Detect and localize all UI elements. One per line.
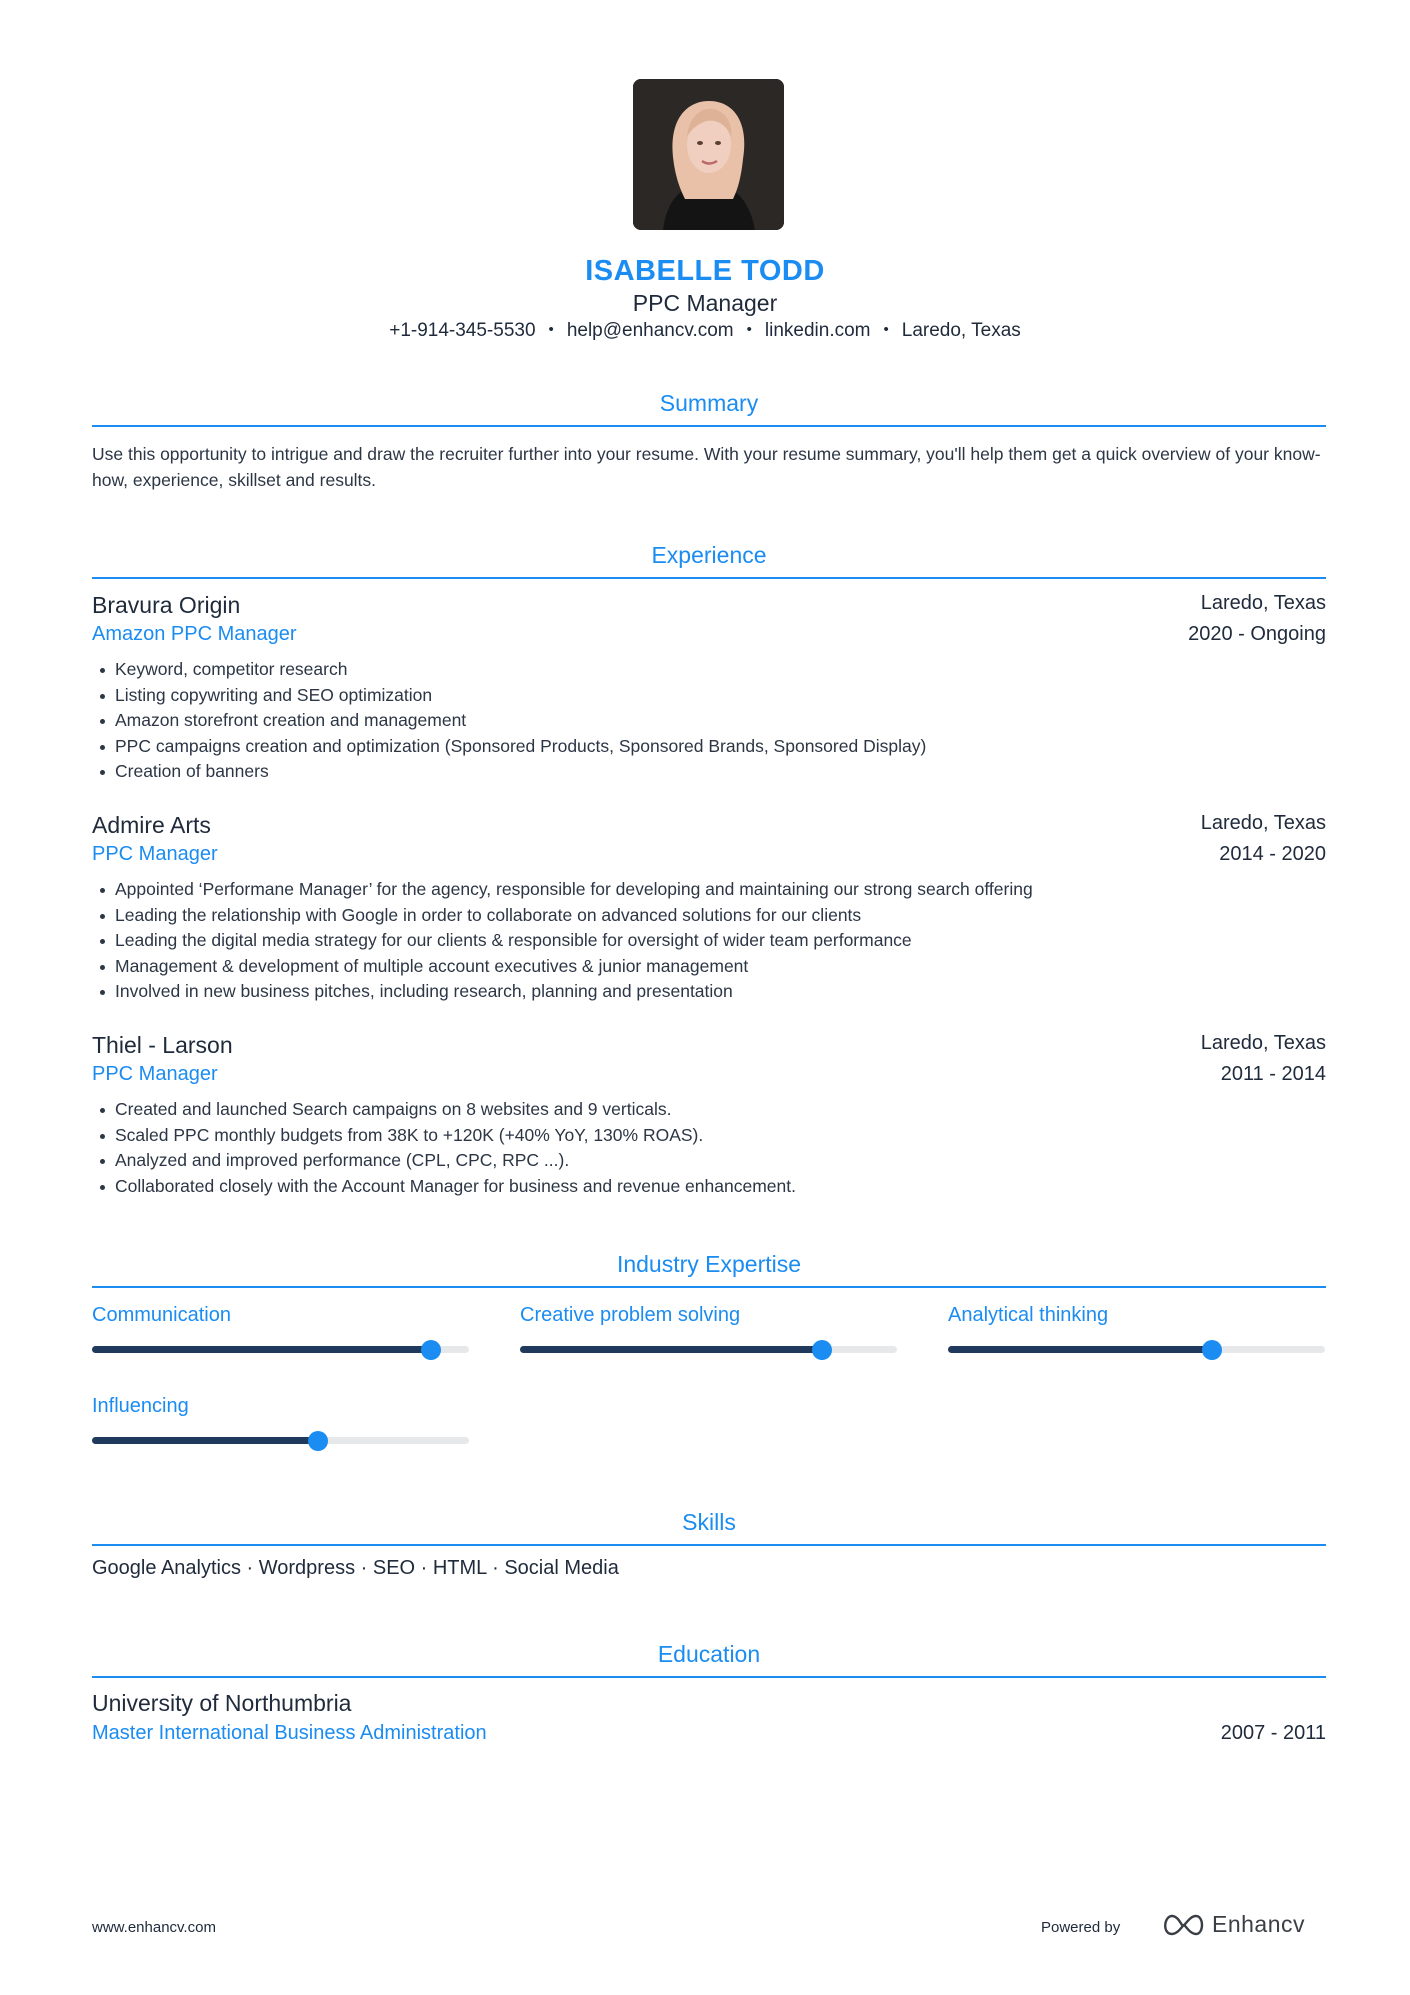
bullet-item: Management & development of multiple account executives & junior management bbox=[92, 954, 1326, 980]
bullet-item: Amazon storefront creation and management bbox=[92, 708, 1326, 734]
job-bullets bbox=[92, 877, 1326, 1005]
expertise-item bbox=[520, 1304, 897, 1327]
bullet-item: Created and launched Search campaigns on 8 websites and 9 verticals. bbox=[92, 1097, 1326, 1123]
expertise-track bbox=[948, 1346, 1325, 1353]
bullet-item: PPC campaigns creation and optimization (Sponsored Products, Sponsored Brands, Sponsored Display) bbox=[92, 734, 1326, 760]
bullet-item: Scaled PPC monthly budgets from 38K to +120K (+40% YoY, 130% ROAS). bbox=[92, 1123, 1326, 1149]
candidate-title: PPC Manager bbox=[632, 290, 778, 316]
enhancv-logo-icon bbox=[1160, 1912, 1206, 1938]
section-divider bbox=[92, 425, 1326, 427]
job-dates: 2020 - Ongoing bbox=[1188, 623, 1326, 645]
section-divider bbox=[92, 1544, 1326, 1546]
education-school: University of Northumbria bbox=[92, 1690, 352, 1716]
separator-dot: • bbox=[746, 321, 752, 338]
education-dates: 2007 - 2011 bbox=[1220, 1722, 1326, 1744]
candidate-name: ISABELLE TODD bbox=[585, 255, 825, 287]
expertise-knob bbox=[308, 1431, 328, 1451]
expertise-fill bbox=[92, 1346, 431, 1353]
summary-heading: Summary bbox=[659, 390, 759, 416]
bullet-item: Involved in new business pitches, including research, planning and presentation bbox=[92, 979, 1326, 1005]
job-company: Admire Arts bbox=[92, 812, 211, 838]
job-bullets bbox=[92, 1097, 1326, 1199]
skills-heading: Skills bbox=[682, 1509, 736, 1535]
skills-list: Google Analytics · Wordpress · SEO · HTML · Social Media bbox=[92, 1557, 619, 1579]
section-divider bbox=[92, 1676, 1326, 1678]
enhancv-logo[interactable] bbox=[1160, 1911, 1305, 1938]
expertise-label: Influencing bbox=[92, 1395, 189, 1417]
bullet-item: Listing copywriting and SEO optimization bbox=[92, 683, 1326, 709]
expertise-knob bbox=[421, 1340, 441, 1360]
job-role: Amazon PPC Manager bbox=[92, 623, 297, 645]
expertise-heading: Industry Expertise bbox=[616, 1251, 802, 1277]
expertise-track bbox=[92, 1437, 469, 1444]
expertise-item bbox=[92, 1395, 469, 1418]
expertise-knob bbox=[1202, 1340, 1222, 1360]
separator-dot: • bbox=[883, 321, 889, 338]
job-bullets bbox=[92, 657, 1326, 785]
linkedin-link[interactable]: linkedin.com bbox=[764, 320, 871, 341]
bullet-item: Analyzed and improved performance (CPL, CPC, RPC ...). bbox=[92, 1148, 1326, 1174]
job-location: Laredo, Texas bbox=[1200, 812, 1326, 834]
bullet-item: Keyword, competitor research bbox=[92, 657, 1326, 683]
expertise-label: Creative problem solving bbox=[520, 1304, 741, 1326]
bullet-item: Leading the digital media strategy for our clients & responsible for oversight of wider team performance bbox=[92, 928, 1326, 954]
email-link[interactable]: help@enhancv.com bbox=[566, 320, 734, 341]
summary-text: Use this opportunity to intrigue and draw the recruiter further into your resume. With your resume summary, you'll help them get a quick overview of your know-how, experience, skillset and results. bbox=[92, 444, 1321, 490]
bullet-item: Leading the relationship with Google in order to collaborate on advanced solutions for our clients bbox=[92, 903, 1326, 929]
separator-dot: • bbox=[548, 321, 554, 338]
bullet-item: Appointed ‘Performane Manager’ for the agency, responsible for developing and maintaining our strong search offering bbox=[92, 877, 1326, 903]
job-dates: 2011 - 2014 bbox=[1220, 1063, 1326, 1085]
expertise-fill bbox=[92, 1437, 318, 1444]
expertise-knob bbox=[812, 1340, 832, 1360]
bullet-item: Collaborated closely with the Account Manager for business and revenue enhancement. bbox=[92, 1174, 1326, 1200]
expertise-fill bbox=[520, 1346, 822, 1353]
contact-line bbox=[0, 320, 1410, 342]
education-heading: Education bbox=[657, 1641, 761, 1667]
bullet-item: Creation of banners bbox=[92, 759, 1326, 785]
job-location: Laredo, Texas bbox=[1200, 592, 1326, 614]
expertise-label: Analytical thinking bbox=[948, 1304, 1109, 1326]
job-location: Laredo, Texas bbox=[1200, 1032, 1326, 1054]
education-degree: Master International Business Administration bbox=[92, 1722, 487, 1744]
expertise-track bbox=[92, 1346, 469, 1353]
expertise-label: Communication bbox=[92, 1304, 231, 1326]
expertise-item bbox=[948, 1304, 1325, 1327]
job-dates: 2014 - 2020 bbox=[1219, 843, 1326, 865]
job-role: PPC Manager bbox=[92, 843, 218, 865]
location-text: Laredo, Texas bbox=[901, 320, 1021, 341]
expertise-track bbox=[520, 1346, 897, 1353]
job-company: Thiel - Larson bbox=[92, 1032, 233, 1058]
enhancv-brand-text: Enhancv bbox=[1212, 1911, 1306, 1937]
phone-text: +1-914-345-5530 bbox=[389, 320, 536, 341]
powered-by-text: Powered by bbox=[1041, 1919, 1121, 1936]
profile-photo bbox=[633, 79, 784, 230]
experience-heading: Experience bbox=[651, 542, 767, 568]
footer-website-link[interactable]: www.enhancv.com bbox=[92, 1919, 216, 1936]
expertise-item bbox=[92, 1304, 469, 1327]
job-company: Bravura Origin bbox=[92, 592, 241, 618]
job-role: PPC Manager bbox=[92, 1063, 218, 1085]
expertise-fill bbox=[948, 1346, 1212, 1353]
section-divider bbox=[92, 577, 1326, 579]
section-divider bbox=[92, 1286, 1326, 1288]
